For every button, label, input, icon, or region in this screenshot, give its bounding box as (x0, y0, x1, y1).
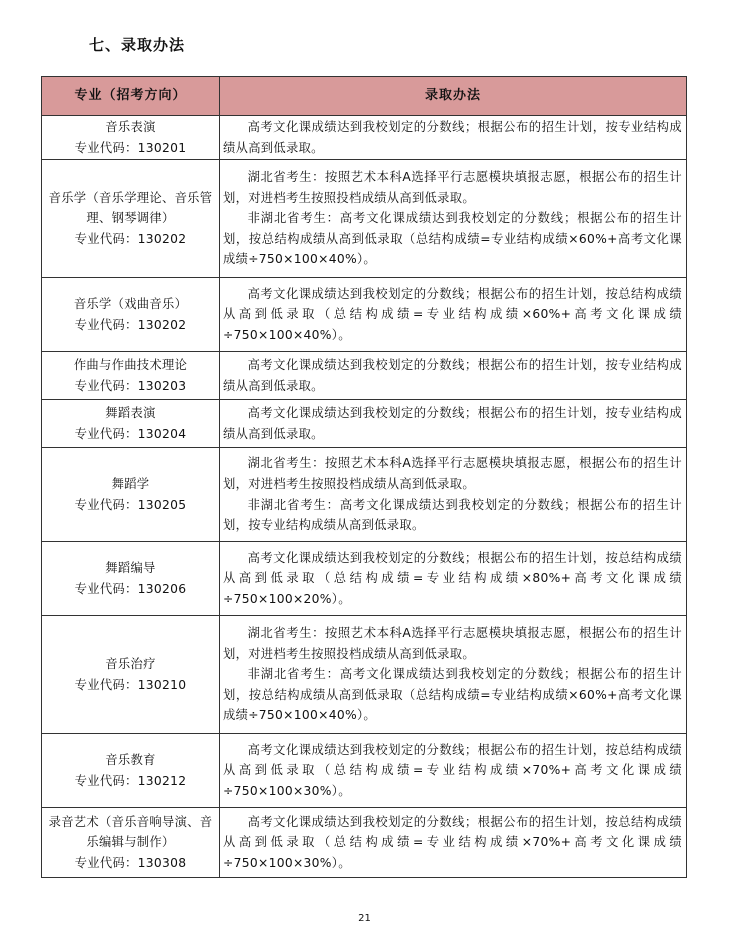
major-code: 专业代码：130203 (74, 378, 187, 393)
table-row (42, 400, 687, 448)
method-paragraph: 非湖北省考生：高考文化课成绩达到我校划定的分数线；根据公布的招生计划，按总结构成绩从高到低录取（总结构成绩=专业结构成绩×60%+高考文化课成绩÷750×100×40%）。 (223, 667, 682, 723)
major-code: 专业代码：130201 (74, 140, 187, 155)
major-name: 舞蹈编导 (105, 560, 156, 575)
major-cell (42, 116, 220, 160)
table-row (42, 352, 687, 400)
method-cell (220, 160, 687, 278)
table-header-row (42, 77, 687, 116)
table-row (42, 734, 687, 808)
major-cell (42, 160, 220, 278)
table-row (42, 616, 687, 734)
method-cell (220, 448, 687, 542)
table-row (42, 116, 687, 160)
method-paragraph: 高考文化课成绩达到我校划定的分数线；根据公布的招生计划，按专业结构成绩从高到低录取。 (223, 405, 682, 441)
method-paragraph: 高考文化课成绩达到我校划定的分数线；根据公布的招生计划，按专业结构成绩从高到低录取。 (223, 357, 682, 393)
major-name: 音乐学（戏曲音乐） (73, 296, 188, 311)
major-cell (42, 400, 220, 448)
method-cell (220, 808, 687, 878)
major-code: 专业代码：130204 (74, 426, 187, 441)
table-row (42, 278, 687, 352)
method-paragraph: 高考文化课成绩达到我校划定的分数线；根据公布的招生计划，按总结构成绩从高到低录取（总结构成绩=专业结构成绩×80%+高考文化课成绩÷750×100×20%）。 (223, 550, 682, 606)
header-major: 专业（招考方向） (42, 77, 220, 116)
table-row (42, 542, 687, 616)
table-row (42, 808, 687, 878)
method-cell (220, 352, 687, 400)
major-cell (42, 278, 220, 352)
major-name: 录音艺术（音乐音响导演、音乐编辑与制作） (48, 814, 213, 850)
major-code: 专业代码：130206 (74, 581, 187, 596)
major-cell (42, 808, 220, 878)
admission-table (41, 76, 687, 878)
method-paragraph: 湖北省考生：按照艺术本科A选择平行志愿模块填报志愿，根据公布的招生计划，对进档考生按照投档成绩从高到低录取。 (223, 456, 682, 491)
major-name: 音乐学（音乐学理论、音乐管理、钢琴调律） (48, 190, 213, 226)
major-cell (42, 542, 220, 616)
major-code: 专业代码：130210 (74, 677, 187, 692)
major-cell (42, 352, 220, 400)
method-paragraph: 湖北省考生：按照艺术本科A选择平行志愿模块填报志愿，根据公布的招生计划，对进档考生按照投档成绩从高到低录取。 (223, 170, 682, 205)
method-paragraph: 非湖北省考生：高考文化课成绩达到我校划定的分数线；根据公布的招生计划，按总结构成绩从高到低录取（总结构成绩=专业结构成绩×60%+高考文化课成绩÷750×100×40%）。 (223, 211, 682, 267)
method-paragraph: 高考文化课成绩达到我校划定的分数线；根据公布的招生计划，按总结构成绩从高到低录取（总结构成绩=专业结构成绩×60%+高考文化课成绩÷750×100×40%）。 (223, 286, 682, 342)
major-cell (42, 616, 220, 734)
method-cell (220, 616, 687, 734)
method-cell (220, 400, 687, 448)
major-name: 作曲与作曲技术理论 (73, 357, 188, 372)
method-cell (220, 542, 687, 616)
major-name: 音乐治疗 (105, 656, 156, 671)
major-code: 专业代码：130308 (74, 855, 187, 870)
major-cell (42, 448, 220, 542)
major-code: 专业代码：130202 (74, 317, 187, 332)
major-name: 舞蹈学 (111, 476, 150, 491)
major-code: 专业代码：130212 (74, 773, 187, 788)
major-name: 音乐表演 (105, 119, 156, 134)
method-cell (220, 116, 687, 160)
method-cell (220, 734, 687, 808)
major-name: 舞蹈表演 (105, 405, 156, 420)
major-code: 专业代码：130205 (74, 497, 187, 512)
header-method: 录取办法 (220, 77, 687, 116)
method-paragraph: 高考文化课成绩达到我校划定的分数线；根据公布的招生计划，按专业结构成绩从高到低录取。 (223, 119, 682, 155)
major-cell (42, 734, 220, 808)
table-row (42, 448, 687, 542)
table-row (42, 160, 687, 278)
section-title: 七、录取办法 (89, 36, 186, 54)
major-name: 音乐教育 (105, 752, 156, 767)
method-paragraph: 高考文化课成绩达到我校划定的分数线；根据公布的招生计划，按总结构成绩从高到低录取（总结构成绩=专业结构成绩×70%+高考文化课成绩÷750×100×30%）。 (223, 814, 682, 870)
page-number: 21 (358, 913, 371, 924)
table-body (42, 116, 687, 878)
major-code: 专业代码：130202 (74, 231, 187, 246)
method-paragraph: 湖北省考生：按照艺术本科A选择平行志愿模块填报志愿，根据公布的招生计划，对进档考生按照投档成绩从高到低录取。 (223, 626, 682, 661)
method-cell (220, 278, 687, 352)
method-paragraph: 非湖北省考生：高考文化课成绩达到我校划定的分数线；根据公布的招生计划，按专业结构成绩从高到低录取。 (223, 497, 682, 533)
method-paragraph: 高考文化课成绩达到我校划定的分数线；根据公布的招生计划，按总结构成绩从高到低录取（总结构成绩=专业结构成绩×70%+高考文化课成绩÷750×100×30%）。 (223, 742, 682, 798)
